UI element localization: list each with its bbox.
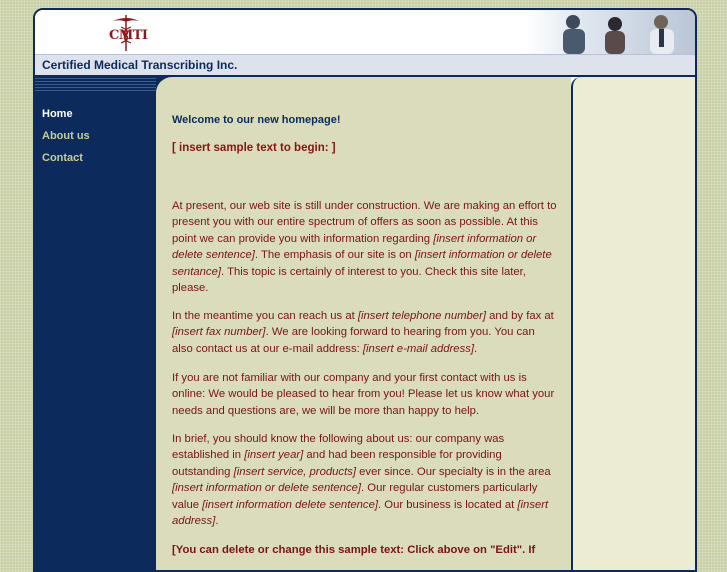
paragraph-about-company: In brief, you should know the following about us: our company was established in [insert year] and had been responsible for providing outstanding [insert service, products] ever since. Our specialty is in the area [insert information or delete sentence]. Our regular customers particularly value [insert information delete sentence]. Our business is located at [insert address]. [172, 433, 551, 528]
insert-prompt: [ insert sample text to begin: ] [172, 142, 336, 154]
content-corner [156, 77, 176, 97]
nav-item-home[interactable]: Home [42, 108, 73, 120]
nav-item-contact[interactable]: Contact [42, 152, 83, 164]
sidebar-nav [35, 77, 156, 572]
sidebar-stripes [35, 77, 156, 93]
page-frame [33, 8, 697, 572]
logo-text: CMTI [109, 28, 148, 43]
paragraph-online-contact: If you are not familiar with our company and your first contact with us is online: We would be pleased to hear from you! Please let us know what your needs and questions are, we will be more than happy to help. [172, 372, 555, 417]
main-content [156, 77, 571, 572]
title-bar [35, 54, 695, 77]
right-column [571, 77, 697, 572]
people-photo-icon [525, 10, 695, 54]
header-photo [525, 10, 695, 54]
company-name: Certified Medical Transcribing Inc. [42, 58, 238, 72]
nav-item-about-us[interactable]: About us [42, 130, 90, 142]
paragraph-intro: At present, our web site is still under construction. We are making an effort to present you with our entire spectrum of offers as soon as possible. At this point we can provide you with information regarding [insert information or delete sentence]. The emphasis of our site is on [insert information or delete sentance]. This topic is certainly of interest to you. Check this site later, please. [172, 200, 557, 295]
paragraph-contact-info: In the meantime you can reach us at [insert telephone number] and by fax at [insert fax number]. We are looking forward to hearing from you. You can also contact us at our e-mail address: [insert e-mail address]. [172, 310, 554, 355]
paragraph-edit-note: [You can delete or change this sample text: Click above on "Edit". If [172, 544, 536, 556]
welcome-heading: Welcome to our new homepage! [172, 114, 341, 126]
site-header [35, 10, 695, 54]
